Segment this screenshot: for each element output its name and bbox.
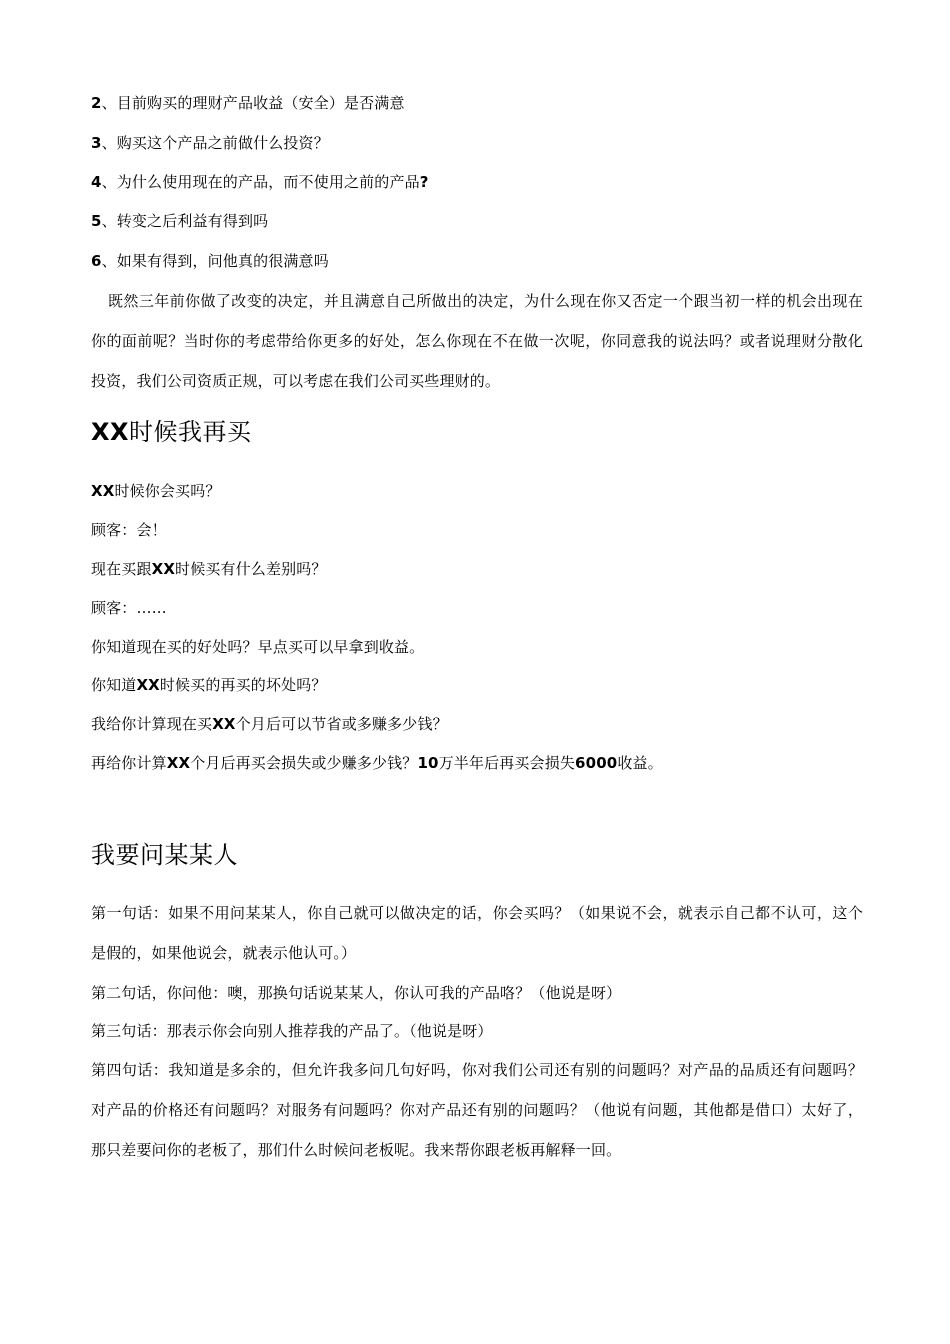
intro-paragraph: 既然三年前你做了改变的决定，并且满意自己所做出的决定，为什么现在你又否定一个跟当初一样的机会出现在你的面前呢？当时你的考虑带给你更多的好处，怎么你现在不在做一次呢，你同意我的说法吗？或者说理财分散化投资，我们公司资质正规，可以考虑在我们公司买些理财的。: [91, 292, 863, 390]
question-item: 4、为什么使用现在的产品，而不使用之前的产品?: [91, 173, 429, 191]
sentence-two-line: 第二句话，你问他：噢，那换句话说某某人，你认可我的产品咯？（他说是呀）: [91, 984, 622, 1002]
dialogue-line: 你知道XX时候买的再买的坏处吗？: [91, 676, 327, 694]
dialogue-line: 顾客：……: [91, 599, 167, 617]
sentence-one-paragraph: 第一句话：如果不用问某某人，你自己就可以做决定的话，你会买吗？（如果说不会，就表示自己都不认可，这个是假的，如果他说会，就表示他认可。）: [91, 904, 863, 962]
dialogue-line: XX时候你会买吗？: [91, 482, 221, 500]
dialogue-line: 我给你计算现在买XX个月后可以节省或多赚多少钱？: [91, 715, 448, 733]
question-item: 3、购买这个产品之前做什么投资？: [91, 134, 329, 152]
dialogue-line: 再给你计算XX个月后再买会损失或少赚多少钱？10万半年后再买会损失6000收益。: [91, 754, 663, 772]
question-item: 5、转变之后利益有得到吗: [91, 212, 269, 230]
dialogue-line: 你知道现在买的好处吗？早点买可以早拿到收益。: [91, 638, 425, 656]
sentence-three-line: 第三句话：那表示你会向别人推荐我的产品了。（他说是呀）: [91, 1022, 493, 1040]
sentence-four-paragraph: 第四句话：我知道是多余的，但允许我多问几句好吗，你对我们公司还有别的问题吗？对产品的品质还有问题吗？对产品的价格还有问题吗？对服务有问题吗？你对产品还有别的问题吗？（他说有问题，其他都是借口）太好了，那只差要问你的老板了，那们什么时候问老板呢。我来帮你跟老板再解释一回。: [91, 1061, 863, 1159]
dialogue-line: 顾客：会！: [91, 521, 167, 539]
dialogue-line: 现在买跟XX时候买有什么差别吗？: [91, 560, 327, 578]
question-item: 2、目前购买的理财产品收益（安全）是否满意: [91, 94, 405, 112]
section-heading-xx-time: XX时候我再买: [91, 418, 252, 446]
question-item: 6、如果有得到，问他真的很满意吗: [91, 252, 329, 270]
section-heading-ask-someone: 我要问某某人: [91, 841, 238, 869]
